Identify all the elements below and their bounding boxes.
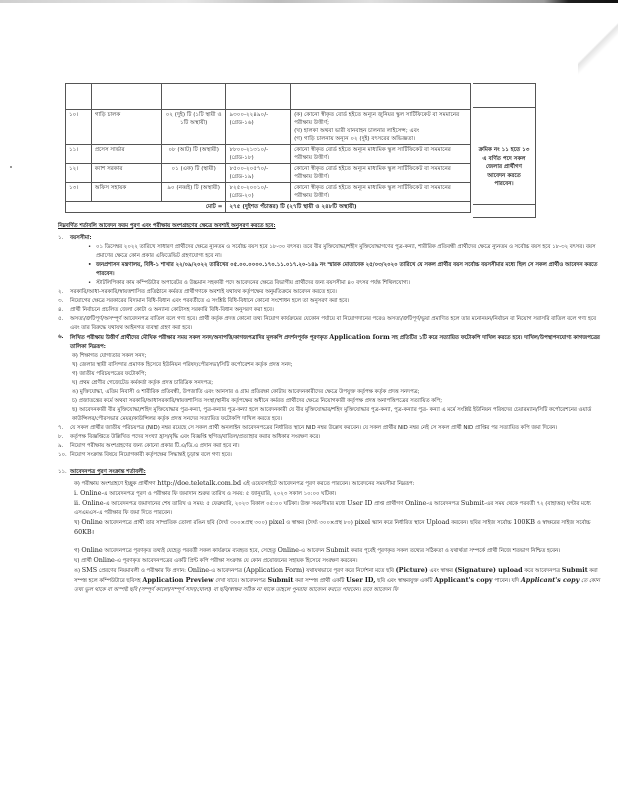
list-item: ক) শিক্ষাগত যোগ্যতার সকল সনদ; — [72, 353, 147, 359]
scan-speck — [10, 166, 12, 168]
qualification-cell: কোনো স্বীকৃত বোর্ড হইতে অন্যূন মাধ্যমিক স্কুল সার্টিফিকেট বা সমমানের পরীক্ষায় উত্তীর্ণ। — [291, 183, 471, 202]
serial-cell: ১০। — [66, 110, 92, 145]
list-item: গ) জাতীয় পরিচয়পত্রের ফটোকপি; — [72, 371, 147, 377]
qualification-line: (ক) কোনো স্বীকৃত বোর্ড হইতে অন্যূন জুনিয়র স্কুল সার্টিফিকেট বা সমমানের পরীক্ষায় উত্তীর্ণ; — [294, 112, 460, 126]
list-item: ঙ) মুক্তিযোদ্ধা, এতিম নিবাসী ও শারীরিক প্রতিবন্ধী, উপজাতি এবং আনসার ও গ্রাম প্রতিরক্ষা কোটায় আবেদনকারীদের ক্ষেত্রে উপযুক্ত কর্তৃপক্ষ কর্তৃক প্রদত্ত সনদপত্র; — [72, 389, 420, 395]
conditions-section — [58, 220, 606, 595]
serial-cell: ১৩। — [66, 183, 92, 202]
condition-6: ৬. লিখিত পরীক্ষায় উত্তীর্ণ প্রার্থীদের মৌখিক পরীক্ষার সময় সকল সনদ/অনাপত্তি/কাগজপত্রাদির মূলকপি প্রদর্শনপূর্বক পূরণকৃত Application form সহ প্রতিটির ১টি করে সত্যায়িত ফটোকপি দাখিল করতে হবে। দাখিল/উপস্থাপনযোগ্য কাগজপত্রের তালিকা নিম্নরূপ: — [58, 333, 600, 350]
total-label: মোট = — [66, 202, 226, 213]
condition-11-ii: ii. Online-এ আবেদনপত্র জমাদানের শেষ তারিখ ও সময়: ৫ ফেব্রুয়ারি, ২০২৩ বিকাল ০৫:০০ ঘটিকা। উক্ত সময়সীমার মধ্যে User ID প্রাপ্ত প্রার্থীগণ Online-এ আবেদনপত্র Submit-এর সময় থেকে পরবর্তী ৭২ (বাহাত্তর) ঘণ্টার মধ্যে এসএমএস-এ পরীক্ষার ফি জমা দিতে পারবেন। — [74, 499, 591, 516]
post-name-cell: ক্যাশ সরকার — [91, 164, 161, 183]
qualification-cell: কোনো স্বীকৃত বোর্ড হইতে অন্যূন মাধ্যমিক স্কুল সার্টিফিকেট বা সমমানের পরীক্ষায় উত্তীর্ণ। — [291, 145, 471, 164]
table-total-row — [66, 202, 471, 213]
remark-note: ক্রমিক নং ১১ হতে ১৩ এ বর্ণিত পদে সকল জেলার প্রার্থীগণ আবেদন করতে পারবেন। — [473, 142, 535, 205]
qualification-line: (গ) গাড়ি চালনায় অন্যূন ০২ (দুই) বৎসরের অভিজ্ঞতা। — [294, 136, 416, 142]
condition-11-i: i. Online-এ আবেদনপত্র পূরণ ও পরীক্ষার ফি জমাদান শুরুর তারিখ ও সময়: ৫ জানুয়ারি, ২০২৩ সকাল ১০:০০ ঘটিকা। — [74, 489, 337, 497]
condition-2: ২. সরকারি/আধা-সরকারি/স্বায়ত্তশাসিত প্রতিষ্ঠানে কর্মরত প্রার্থীগণকে অবশ্যই যথাযথ কর্তৃপক্ষের অনুমতিক্রমে আবেদন করতে হবে। — [58, 289, 337, 295]
qualification-cell: কোনো স্বীকৃত বোর্ড হইতে অন্যূন মাধ্যমিক স্কুল সার্টিফিকেট বা সমমানের পরীক্ষায় উত্তীর্ণ। — [291, 164, 471, 183]
list-item: ছ) আবেদনকারী বীর মুক্তিযোদ্ধা/শহিদ মুক্তিযোদ্ধার পুত্র-কন্যা, পুত্র-কন্যার পুত্র-কন্যা হলে আবেদনকারী যে বীর মুক্তিযোদ্ধার/শহিদ মুক্তিযোদ্ধার পুত্র-কন্যা, পুত্র-কন্যার পুত্র- কন্যা এ মর্মে সংশ্লিষ্ট ইউনিয়ন পরিষদের চেয়ারম্যান/সিটি কর্পোরেশনের ওয়ার্ড কাউন্সিলর/পৌরসভার মেয়র/কাউন্সিলর কর্তৃক প্রদত্ত সনদের সত্যায়িত ফটোকপি দাখিল করতে হবে। — [72, 407, 592, 422]
condition-1: ১. বয়সসীমা: — [58, 234, 606, 243]
posts-table — [65, 83, 471, 213]
bullet-icon: • — [88, 244, 92, 250]
age-limit-bullets: • ০১ ডিসেম্বর ২০২২ তারিখে সাধারণ প্রার্থীদের ক্ষেত্রে ন্যুনতম ও সর্বোচ্চ বয়স হবে ১৮-৩০ বৎসর। তবে বীর মুক্তিযোদ্ধা/শহীদ মুক্তিযোদ্ধাগণের পুত্র-কন্যা, শারীরিক প্রতিবন্ধী প্রার্থীদের ক্ষেত্রে ন্যুনতম ও সর্বোচ্চ বয়স হবে ১৮-৩২ বৎসর। বয়স প্রমাণের ক্ষেত্রে কোন প্রকার এফিডেভিট গ্রহণযোগ্য হবে না। • জনপ্রশাসন মন্ত্রণালয়, বিধি-১ শাখার ২২/০৯/২০২২ তারিখের ০৫.০০.০০০০.১৭০.১১.০১৭.২০-১৪৯ নং স্মারক মোতাবেক ২৫/০৩/২০২০ তারিখে যে সকল প্রার্থীর বয়স সর্বোচ্চ বয়সসীমার মধ্যে ছিল সে সকল প্রার্থীও আবেদন করতে পারবেন। • স্টাটলিপিকার কাম কম্পিউটার অপারেটর ও উচ্চমান সহকারী পদে আবেদনের ক্ষেত্রে বিভাগীয় প্রার্থীদের জন্য বয়সসীমা ৪০ বৎসর পর্যন্ত শিথিলযোগ্য। — [88, 244, 598, 286]
total-value: ২৭৫ (দুইশত পঁচাত্তর) টি (২৭টি স্থায়ী ও ২৪৮টি অস্থায়ী) — [226, 202, 471, 213]
condition-title: বয়সসীমা: — [70, 235, 92, 241]
condition-3: ৩. নিয়োগের ক্ষেত্রে সরকারের বিদ্যমান বিধি-বিধান এবং পরবর্তীতে এ সংশ্লিষ্ট বিধি-বিধানে কোনো সংশোধন হলে তা অনুসরণ করা হবে। — [58, 298, 350, 304]
qualification-line: (খ) হালকা অথবা ভারী যানবাহন চালনার লাইসেন্স; এবং — [294, 128, 420, 134]
condition-4: ৪. প্রার্থী নির্বাচনে প্রচলিত জেলা কোটা ও অন্যান্য কোটাসহ সরকারি বিধি-বিধান অনুসরণ করা হবে। — [58, 307, 274, 313]
qualification-cell — [291, 110, 471, 145]
serial-cell: ১২। — [66, 164, 92, 183]
pay-scale-cell: ৮২৫০-২০০১০/- (গ্রেড-২০) — [226, 183, 291, 202]
condition-9: ৯. নিয়োগ পরীক্ষায় অংশগ্রহণের জন্য কোনো প্রকার টি.এ/ডি.এ প্রদান করা হবে না। — [58, 443, 240, 449]
pay-scale-cell: ৯৩০০-২২৪৯০/- (গ্রেড-১৬) — [226, 110, 291, 145]
post-count-cell: ০১ (এক) টি (স্থায়ী) — [161, 164, 226, 183]
table-row — [66, 164, 471, 183]
condition-11-kha: খ) Online আবেদনপত্রে প্রার্থী তার সাম্প্রতিক তোলা রঙিন ছবি (দৈর্ঘ্য ৩০০×প্রস্থ ৩০০) pixel ও স্বাক্ষর (দৈর্ঘ্য ৩০০×প্রস্থ ৮০) pixel স্ক্যান করে নির্ধারিত স্থানে Upload করবেন। ছবির সাইজ সর্বোচ্চ 100KB ও স্বাক্ষরের সাইজ সর্বোচ্চ 60KB। — [74, 518, 591, 536]
teletalk-url-link[interactable]: http://doe.teletalk.com.bd — [157, 479, 242, 487]
table-row — [66, 183, 471, 202]
bullet-icon: • — [88, 262, 92, 268]
conditions-heading: নিম্নবর্ণিত শর্তাবলি আবেদন ফরম পূরণ এবং পরীক্ষায় অংশগ্রহণের ক্ষেত্রে অবশ্যই অনুসরণ করতে হবে: — [58, 223, 276, 229]
post-count-cell: ০২ (দুই) টি (১টি স্থায়ী ও ১টি অস্থায়ী) — [161, 110, 226, 145]
post-name-cell: প্রসেস সার্ভার — [91, 145, 161, 164]
bullet-icon: • — [88, 280, 92, 286]
table-row — [66, 110, 471, 145]
condition-11-ga: গ) Online আবেদনপত্রে পূরণকৃত তথ্যই যেহেতু পরবর্তী সকল কার্যক্রমে ব্যবহৃত হবে, সেহেতু Online-এ আবেদন Submit করার পূর্বেই পূরণকৃত সকল তথ্যের সঠিকতা ও যথার্থতা সম্পর্কে প্রার্থী নিজে শতভাগ নিশ্চিত হবেন। — [74, 546, 561, 554]
list-item: ঘ) প্রথম শ্রেণীর গেজেটেড কর্মকর্তা কর্তৃক প্রদত্ত চারিত্রিক সনদপত্র; — [72, 380, 214, 386]
post-name-cell: অফিস সহায়ক — [91, 183, 161, 202]
remark-column — [473, 83, 536, 218]
list-item: চ) প্রজাতন্ত্রের কর্মে অথবা সরকারি/আধাসরকারি/স্বায়ত্তশাসিত সংস্থা/স্থানীয় কর্তৃপক্ষের অধীনে কর্মরত প্রার্থীদের ক্ষেত্রে নিয়োগকারী কর্তৃপক্ষ প্রদত্ত অনাপত্তিপত্রের সত্যায়িত কপি; — [72, 398, 443, 404]
condition-10: ১০. নিয়োগ সংক্রান্ত বিষয়ে নিয়োগকারী কর্তৃপক্ষের সিদ্ধান্তই চূড়ান্ত বলে গণ্য হবে। — [58, 452, 232, 458]
application-conditions-title: আবেদনপত্র পূরণ সংক্রান্ত শর্তাবলী: — [70, 469, 146, 475]
condition-11: ১১. আবেদনপত্র পূরণ সংক্রান্ত শর্তাবলী: — [58, 468, 606, 477]
post-count-cell: ৯০ (নব্বই) টি (অস্থায়ী) — [161, 183, 226, 202]
post-name-cell: গাড়ি চালক — [91, 110, 161, 145]
condition-8: ৮. কর্তৃপক্ষ বিজ্ঞপ্তিতে উল্লিখিত পদের সংখ্যা হ্রাস/বৃদ্ধি এবং বিজ্ঞপ্তি স্থগিত/বাতিল/প্রত্যাহার করার অধিকার সংরক্ষণ করে। — [58, 434, 321, 440]
pay-scale-cell: ৮৫০০-২০৫৭০/- (গ্রেড-১৯) — [226, 164, 291, 183]
table-row-previous — [66, 84, 471, 110]
document-list — [58, 352, 606, 424]
table-row — [66, 145, 471, 164]
condition-7: ৭. যে সকল প্রার্থীর জাতীয় পরিচয়পত্র (NID) নম্বর রয়েছে সে সকল প্রার্থী অনলাইন আবেদনপত্রের নির্ধারিত স্থানে NID নম্বর উল্লেখ করবেন। যে সকল প্রার্থীর NID নম্বর নেই সে সকল প্রার্থী NID প্রাপ্তির পর সত্যায়িত কপি জমা দিবেন। — [58, 425, 558, 431]
application-conditions — [58, 479, 606, 595]
list-item: খ) জেলার স্থায়ী বাসিন্দার প্রমাণক হিসেবে ইউনিয়ন পরিষদ/পৌরসভা/সিটি কর্পোরেশন কর্তৃক প্রদত্ত সনদ; — [72, 362, 293, 368]
condition-11-gha: ঘ) প্রার্থী Online-এ পূরণকৃত আবেদনপত্রের একটি প্রিন্ট কপি পরীক্ষা সংক্রান্ত যে কোন প্রয়োজনের সহায়ক হিসেবে সংরক্ষণ করবেন। — [74, 556, 358, 564]
condition-11-uma: ঙ) SMS প্রেরণের নিয়মাবলী ও পরীক্ষার ফি প্রদান: Online-এ আবেদনপত্র (Application Form) যথাযথভাবে পূরণ করে নির্দেশনা মতে ছবি (Picture) এবং স্বাক্ষর (Signature) upload করে আবেদনপত্র Submit করা সম্পন্ন হলে কম্পিউটারে ছবিসহ Application Preview দেখা যাবে। আবেদনপত্র Submit করা সম্পন্ন প্রার্থী একটি User ID, ছবি এবং স্বাক্ষরযুক্ত একটি Applicant's copy পাবেন। যদি Applicant's copy তে কোন তথ্য ভুল থাকে বা অস্পষ্ট ছবি (সম্পূর্ণ কালো/সম্পূর্ণ সাদা/ঘোলা) বা ছবি/স্বাক্ষর সঠিক না থাকে তাহলে পুনরায় আবেদন করতে পারবেন। তবে আবেদন ফি — [74, 566, 600, 593]
condition-11-ka: ক) পরীক্ষায় অংশগ্রহণে ইচ্ছুক প্রার্থীগণ http://doe.teletalk.com.bd এই ওয়েবসাইটে আবেদনপত্র পূরণ করতে পারবেন। আবেদনের সময়সীমা নিম্নরূপ: — [74, 479, 415, 487]
post-count-cell: ০৮ (আট) টি (অস্থায়ী) — [161, 145, 226, 164]
serial-cell: ১১। — [66, 145, 92, 164]
condition-5: ৫. অসত্য/ত্রুটিপূর্ণ/অসম্পূর্ণ আবেদনপত্র বাতিল বলে গণ্য হবে। প্রার্থী কর্তৃক প্রদত্ত কোনো তথ্য নিয়োগ কার্যক্রমের যেকোন পর্যায়ে বা নিয়োগদানের পরেও অসত্য/ত্রুটিপূর্ণ/ভুয়া প্রমাণিত হলে তার মনোনয়ন/নির্বাচন বা নিয়োগ সরাসরি বাতিল বলে গণ্য হবে এবং তার বিরুদ্ধে যথাযথ আইনগত ব্যবস্থা গ্রহণ করা হবে। — [58, 316, 597, 331]
pay-scale-cell: ৮৮০০-২১৩১০/- (গ্রেড-১৮) — [226, 145, 291, 164]
